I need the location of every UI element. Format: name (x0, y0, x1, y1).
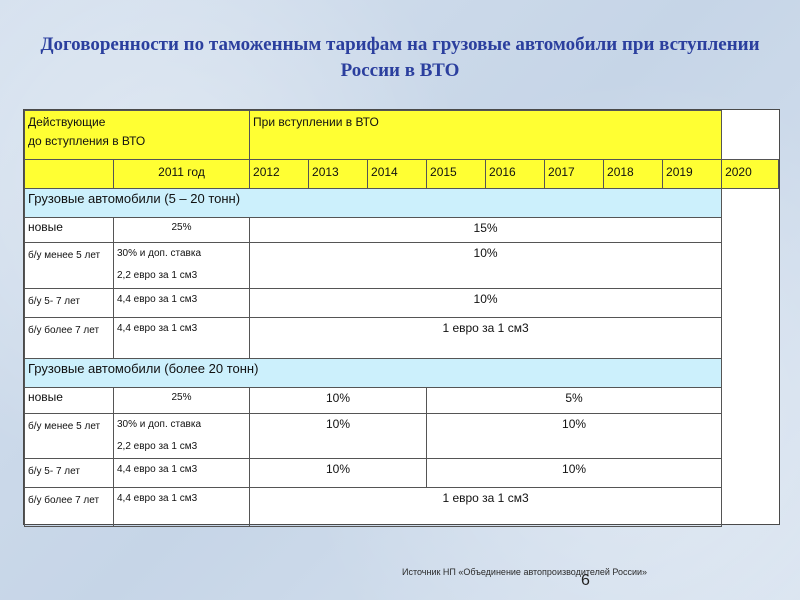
wto-rate-late: 10% (427, 459, 722, 488)
current-rate-line1: 30% и доп. ставка (117, 419, 202, 430)
wto-rate-early: 10% (250, 459, 427, 488)
table-row (25, 243, 779, 289)
section1-header-row (25, 189, 779, 218)
years-empty-cell (25, 160, 114, 189)
years-row (25, 160, 779, 189)
current-rate: 25% (114, 388, 250, 414)
current-rate: 4,4 евро за 1 см3 (114, 488, 250, 527)
wto-rate: 15% (250, 218, 722, 243)
header-current-line1: Действующие (28, 115, 106, 129)
year-2012: 2012 (250, 160, 309, 189)
current-rate: 4,4 евро за 1 см3 (114, 459, 250, 488)
section2-header-row (25, 359, 779, 388)
row-label: новые (25, 218, 114, 243)
tariff-table (24, 110, 779, 527)
slide-title: Договоренности по таможенным тарифам на грузовые автомобили при вступлении России в ВТО (40, 34, 760, 81)
header-current-line2: до вступления в ВТО (28, 134, 146, 148)
year-2015: 2015 (427, 160, 486, 189)
wto-rate-early: 10% (250, 388, 427, 414)
row-label: б/у 5- 7 лет (25, 459, 114, 488)
current-rate: 4,4 евро за 1 см3 (114, 289, 250, 318)
table-row (25, 289, 779, 318)
page-number: 6 (581, 572, 590, 589)
year-2020: 2020 (722, 160, 779, 189)
year-2016: 2016 (486, 160, 545, 189)
section1-title: Грузовые автомобили (5 – 20 тонн) (25, 189, 722, 218)
row-label: б/у менее 5 лет (25, 243, 114, 289)
header-wto-cell (250, 111, 722, 160)
wto-rate: 10% (250, 243, 722, 289)
row-label: б/у 5- 7 лет (25, 289, 114, 318)
wto-rate: 10% (250, 289, 722, 318)
wto-rate-late: 5% (427, 388, 722, 414)
header-wto-label: При вступлении в ВТО (253, 115, 379, 129)
header-current-cell (25, 111, 250, 160)
header-row (25, 111, 779, 160)
row-label: б/у более 7 лет (25, 488, 114, 527)
wto-rate: 1 евро за 1 см3 (250, 318, 722, 359)
current-rate (114, 414, 250, 459)
wto-rate-late: 10% (427, 414, 722, 459)
tariff-table-frame (23, 109, 780, 525)
current-rate (114, 243, 250, 289)
year-2019: 2019 (663, 160, 722, 189)
row-label: новые (25, 388, 114, 414)
table-row (25, 218, 779, 243)
year-2014: 2014 (368, 160, 427, 189)
year-2011: 2011 год (114, 160, 250, 189)
current-rate-line2: 2,2 евро за 1 см3 (117, 441, 198, 452)
current-rate: 4,4 евро за 1 см3 (114, 318, 250, 359)
current-rate-line2: 2,2 евро за 1 см3 (117, 270, 198, 281)
year-2017: 2017 (545, 160, 604, 189)
source-note: Источник НП «Объединение автопроизводителей России» (402, 567, 648, 577)
wto-rate: 1 евро за 1 см3 (250, 488, 722, 527)
table-row (25, 488, 779, 527)
table-row (25, 318, 779, 359)
section2-title: Грузовые автомобили (более 20 тонн) (25, 359, 722, 388)
table-row (25, 414, 779, 459)
year-2018: 2018 (604, 160, 663, 189)
table-row (25, 459, 779, 488)
wto-rate-early: 10% (250, 414, 427, 459)
row-label: б/у более 7 лет (25, 318, 114, 359)
current-rate-line1: 30% и доп. ставка (117, 248, 202, 259)
table-row (25, 388, 779, 414)
row-label: б/у менее 5 лет (25, 414, 114, 459)
current-rate: 25% (114, 218, 250, 243)
year-2013: 2013 (309, 160, 368, 189)
